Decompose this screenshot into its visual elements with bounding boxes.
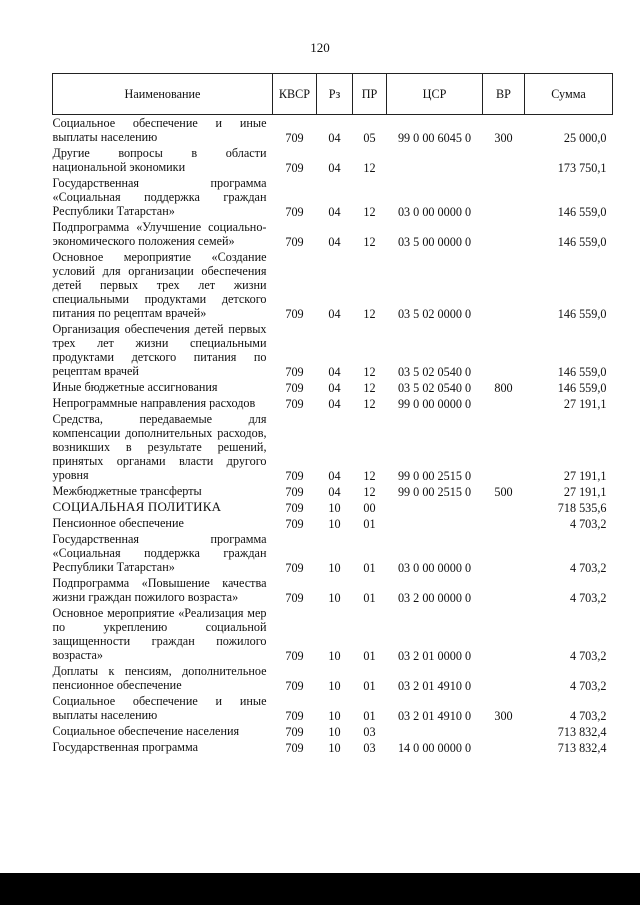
row-sum: 718 535,6 xyxy=(557,501,607,515)
row-sum: 146 559,0 xyxy=(557,205,607,219)
row-vr: 300 xyxy=(494,131,513,145)
row-csr: 03 2 01 4910 0 xyxy=(397,679,472,693)
row-pr: 01 xyxy=(363,517,376,531)
table-row xyxy=(53,575,613,605)
row-pr: 12 xyxy=(363,485,376,499)
row-sum: 146 559,0 xyxy=(557,381,607,395)
row-csr: 03 5 02 0000 0 xyxy=(397,307,472,321)
row-rz: 10 xyxy=(328,709,341,723)
row-kvsr: 709 xyxy=(285,381,304,395)
row-kvsr: 709 xyxy=(285,649,304,663)
row-rz: 04 xyxy=(328,205,341,219)
row-pr: 12 xyxy=(363,307,376,321)
row-name: Социальное обеспечение населения xyxy=(52,724,240,738)
row-name: Межбюджетные трансферты xyxy=(52,484,202,498)
table-header xyxy=(53,74,613,115)
row-name: Иные бюджетные ассигнования xyxy=(52,380,218,394)
row-pr: 12 xyxy=(363,365,376,379)
row-kvsr: 709 xyxy=(285,131,304,145)
table-row xyxy=(53,531,613,575)
row-vr xyxy=(483,663,525,693)
table-row xyxy=(53,483,613,499)
row-csr: 03 5 00 0000 0 xyxy=(397,235,472,249)
table-row xyxy=(53,249,613,321)
row-csr xyxy=(387,499,483,515)
row-rz: 10 xyxy=(328,725,341,739)
row-vr xyxy=(483,219,525,249)
row-sum: 27 191,1 xyxy=(563,469,607,483)
row-kvsr: 709 xyxy=(285,485,304,499)
row-kvsr: 709 xyxy=(285,517,304,531)
row-sum: 25 000,0 xyxy=(563,131,607,145)
row-csr: 03 2 01 0000 0 xyxy=(397,649,472,663)
row-name: СОЦИАЛЬНАЯ ПОЛИТИКА xyxy=(52,499,222,514)
row-rz: 10 xyxy=(328,649,341,663)
row-vr: 800 xyxy=(494,381,513,395)
row-rz: 10 xyxy=(328,561,341,575)
row-pr: 05 xyxy=(363,131,376,145)
row-vr xyxy=(483,723,525,739)
header-kvsr: КВСР xyxy=(273,74,317,115)
row-vr xyxy=(483,575,525,605)
row-vr xyxy=(483,499,525,515)
table-row xyxy=(53,411,613,483)
table-row xyxy=(53,115,613,146)
row-kvsr: 709 xyxy=(285,397,304,411)
table-row xyxy=(53,739,613,755)
row-csr: 03 5 02 0540 0 xyxy=(397,365,472,379)
row-sum: 173 750,1 xyxy=(557,161,607,175)
header-pr: ПР xyxy=(353,74,387,115)
row-name: Социальное обеспечение и иные выплаты населению xyxy=(52,694,267,722)
row-pr: 03 xyxy=(363,725,376,739)
table-row xyxy=(53,515,613,531)
row-vr xyxy=(483,249,525,321)
row-sum: 4 703,2 xyxy=(569,649,607,663)
row-vr: 500 xyxy=(494,485,513,499)
row-sum: 4 703,2 xyxy=(569,679,607,693)
row-kvsr: 709 xyxy=(285,725,304,739)
header-rz: Рз xyxy=(317,74,353,115)
row-csr xyxy=(387,723,483,739)
row-name: Средства, передаваемые для компенсации дополнительных расходов, возникших в результате решений, принятых органами власти другого уровня xyxy=(52,412,267,482)
row-sum: 4 703,2 xyxy=(569,561,607,575)
row-rz: 10 xyxy=(328,741,341,755)
row-kvsr: 709 xyxy=(285,501,304,515)
row-pr: 12 xyxy=(363,381,376,395)
row-kvsr: 709 xyxy=(285,235,304,249)
row-kvsr: 709 xyxy=(285,307,304,321)
row-csr: 03 0 00 0000 0 xyxy=(397,561,472,575)
row-rz: 04 xyxy=(328,131,341,145)
page-number: 120 xyxy=(310,40,330,55)
row-sum: 713 832,4 xyxy=(557,725,607,739)
row-rz: 04 xyxy=(328,365,341,379)
row-rz: 04 xyxy=(328,307,341,321)
row-vr: 300 xyxy=(494,709,513,723)
table-row xyxy=(53,663,613,693)
row-name: Подпрограмма «Улучшение социально-экономического положения семей» xyxy=(52,220,267,248)
budget-table xyxy=(52,73,613,755)
row-rz: 10 xyxy=(328,501,341,515)
row-sum: 146 559,0 xyxy=(557,365,607,379)
row-csr: 99 0 00 0000 0 xyxy=(397,397,472,411)
table-row xyxy=(53,395,613,411)
row-name: Основное мероприятие «Создание условий для организации обеспечения детей первых трех лет жизни специальными продуктами детского питания по рецептам врачей» xyxy=(52,250,267,320)
header-sum: Сумма xyxy=(525,74,613,115)
row-vr xyxy=(483,605,525,663)
table-row xyxy=(53,145,613,175)
row-name: Пенсионное обеспечение xyxy=(52,516,184,530)
row-kvsr: 709 xyxy=(285,469,304,483)
row-sum: 146 559,0 xyxy=(557,235,607,249)
header-csr: ЦСР xyxy=(387,74,483,115)
row-sum: 27 191,1 xyxy=(563,485,607,499)
row-vr xyxy=(483,515,525,531)
row-kvsr: 709 xyxy=(285,709,304,723)
budget-table-container xyxy=(52,73,612,755)
row-kvsr: 709 xyxy=(285,365,304,379)
row-csr: 99 0 00 2515 0 xyxy=(397,485,472,499)
row-sum: 27 191,1 xyxy=(563,397,607,411)
row-name: Государственная программа «Социальная поддержка граждан Республики Татарстан» xyxy=(52,176,267,218)
row-csr: 99 0 00 6045 0 xyxy=(397,131,472,145)
row-name: Государственная программа «Социальная поддержка граждан Республики Татарстан» xyxy=(52,532,267,574)
row-rz: 04 xyxy=(328,161,341,175)
row-rz: 04 xyxy=(328,485,341,499)
table-body xyxy=(53,115,613,756)
row-kvsr: 709 xyxy=(285,741,304,755)
row-csr: 03 5 02 0540 0 xyxy=(397,381,472,395)
row-pr: 03 xyxy=(363,741,376,755)
row-rz: 10 xyxy=(328,517,341,531)
row-csr: 14 0 00 0000 0 xyxy=(397,741,472,755)
header-name: Наименование xyxy=(53,74,273,115)
row-vr xyxy=(483,411,525,483)
row-pr: 00 xyxy=(363,501,376,515)
row-rz: 04 xyxy=(328,397,341,411)
row-csr: 03 2 00 0000 0 xyxy=(397,591,472,605)
row-rz: 04 xyxy=(328,469,341,483)
row-name: Подпрограмма «Повышение качества жизни граждан пожилого возраста» xyxy=(52,576,267,604)
row-csr xyxy=(387,145,483,175)
row-kvsr: 709 xyxy=(285,205,304,219)
row-name: Социальное обеспечение и иные выплаты населению xyxy=(52,116,267,144)
row-sum: 146 559,0 xyxy=(557,307,607,321)
row-vr xyxy=(483,145,525,175)
table-row xyxy=(53,175,613,219)
row-name: Государственная программа xyxy=(52,740,199,754)
row-kvsr: 709 xyxy=(285,161,304,175)
row-sum: 4 703,2 xyxy=(569,517,607,531)
row-pr: 12 xyxy=(363,161,376,175)
row-pr: 01 xyxy=(363,591,376,605)
row-vr xyxy=(483,395,525,411)
row-sum: 4 703,2 xyxy=(569,709,607,723)
table-row xyxy=(53,219,613,249)
row-name: Другие вопросы в области национальной экономики xyxy=(52,146,267,174)
row-vr xyxy=(483,739,525,755)
row-pr: 01 xyxy=(363,709,376,723)
row-name: Непрограммные направления расходов xyxy=(52,396,256,410)
table-row xyxy=(53,321,613,379)
row-name: Организация обеспечения детей первых трех лет жизни специальными продуктами детского питания по рецептам врачей xyxy=(52,322,267,378)
table-row xyxy=(53,379,613,395)
row-csr: 99 0 00 2515 0 xyxy=(397,469,472,483)
row-rz: 04 xyxy=(328,381,341,395)
row-csr xyxy=(387,515,483,531)
row-sum: 713 832,4 xyxy=(557,741,607,755)
row-csr: 03 0 00 0000 0 xyxy=(397,205,472,219)
table-row xyxy=(53,723,613,739)
row-kvsr: 709 xyxy=(285,679,304,693)
row-name: Доплаты к пенсиям, дополнительное пенсионное обеспечение xyxy=(52,664,267,692)
row-pr: 12 xyxy=(363,235,376,249)
row-rz: 10 xyxy=(328,591,341,605)
row-pr: 01 xyxy=(363,649,376,663)
row-pr: 01 xyxy=(363,679,376,693)
row-vr xyxy=(483,531,525,575)
header-vr: ВР xyxy=(483,74,525,115)
row-pr: 12 xyxy=(363,397,376,411)
row-name: Основное мероприятие «Реализация мер по укреплению социальной защищенности граждан пожилого возраста» xyxy=(52,606,267,662)
row-kvsr: 709 xyxy=(285,561,304,575)
row-vr xyxy=(483,175,525,219)
row-pr: 12 xyxy=(363,205,376,219)
row-pr: 01 xyxy=(363,561,376,575)
row-kvsr: 709 xyxy=(285,591,304,605)
row-csr: 03 2 01 4910 0 xyxy=(397,709,472,723)
row-sum: 4 703,2 xyxy=(569,591,607,605)
table-row xyxy=(53,499,613,515)
scan-edge-bar xyxy=(0,873,640,905)
row-rz: 10 xyxy=(328,679,341,693)
row-pr: 12 xyxy=(363,469,376,483)
table-row xyxy=(53,605,613,663)
row-vr xyxy=(483,321,525,379)
row-rz: 04 xyxy=(328,235,341,249)
table-row xyxy=(53,693,613,723)
